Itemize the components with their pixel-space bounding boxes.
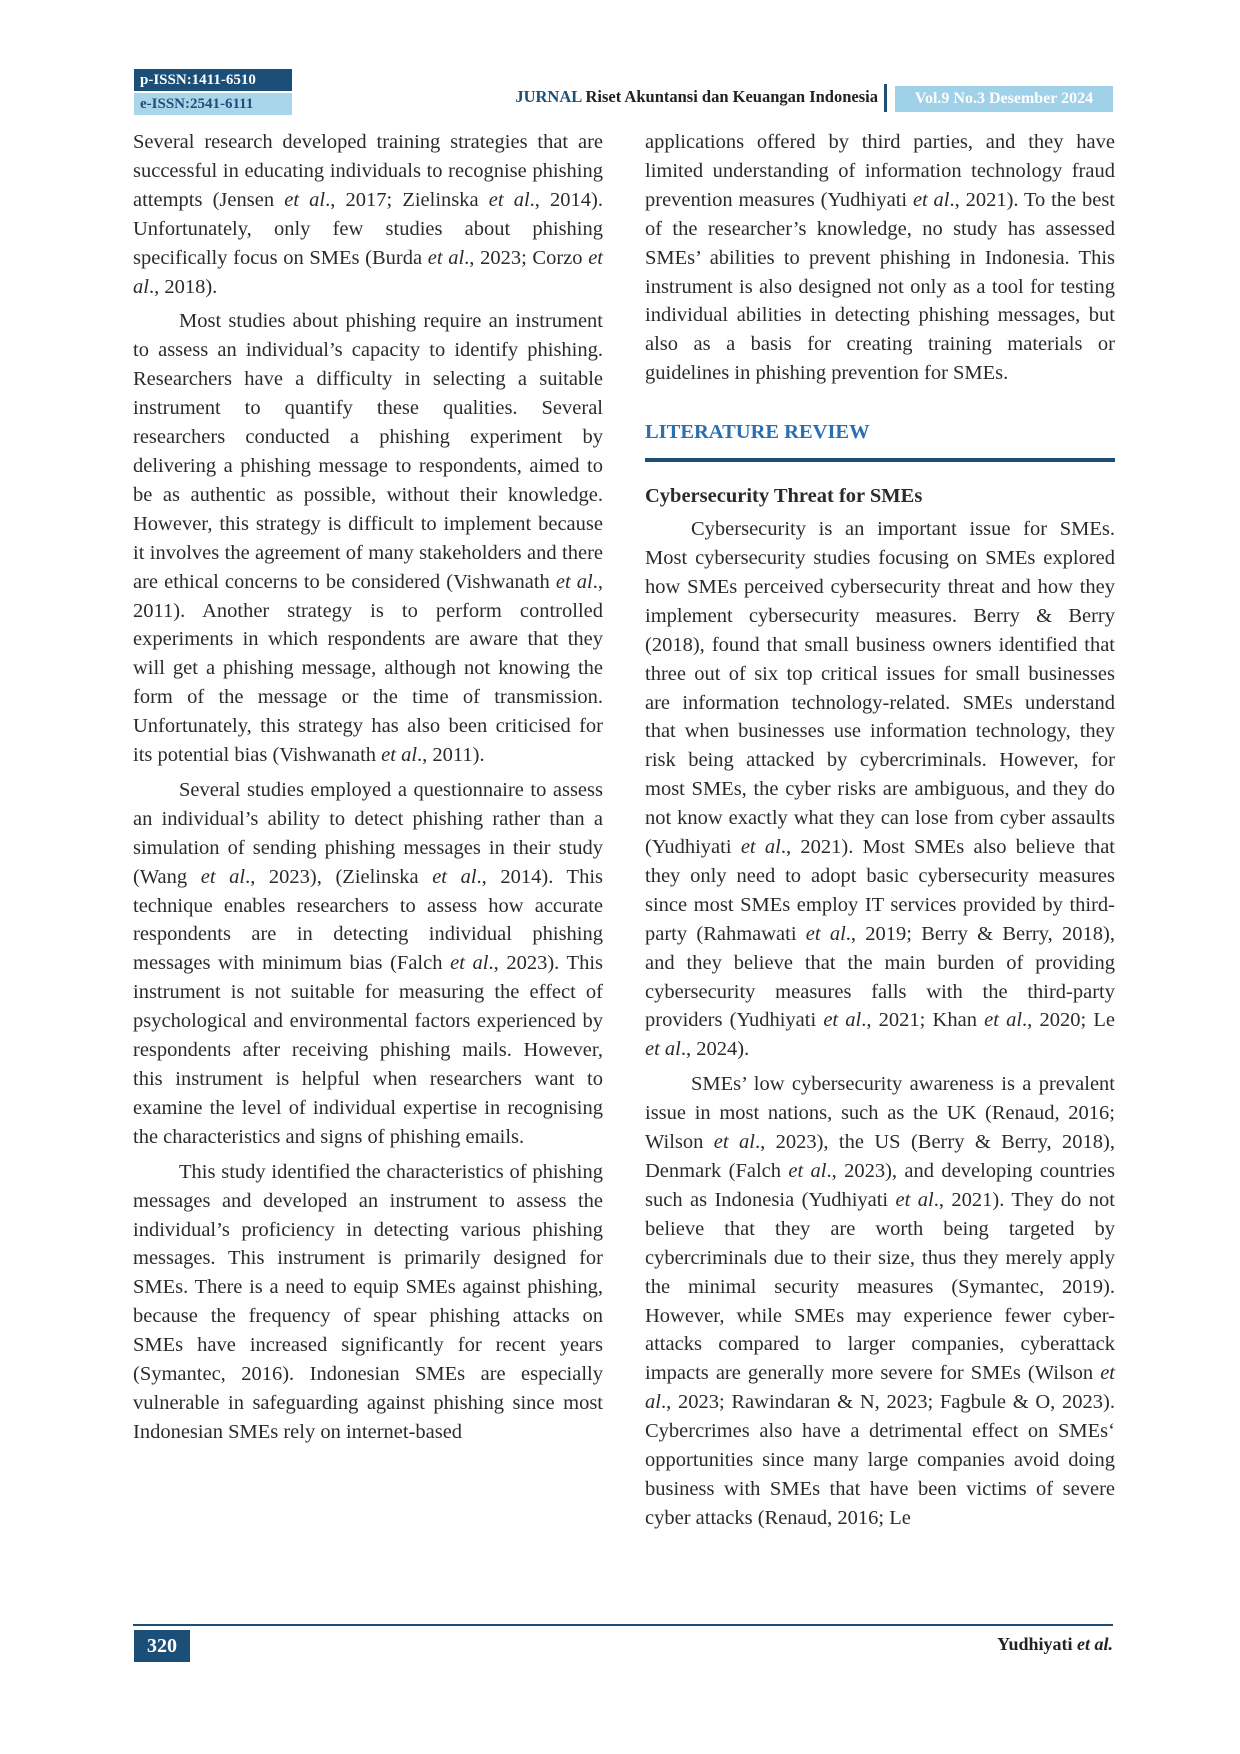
text-run: ., 2017; Zielinska — [325, 188, 489, 211]
text-run: ., 2014). This technique enables researchers to assess how accurate respondents are in detecting individual phishing messages with minimum bias (Falch — [133, 865, 603, 975]
text-run: ., 2018). — [148, 275, 218, 298]
text-run: ., 2019; Berry & Berry, 2018), and they believe that the main burden of providing cybersecurity measures falls with the third-party providers (Yudhiyati — [645, 922, 1115, 1032]
italic-text: et al — [284, 188, 326, 211]
journal-name: Riset Akuntansi dan Keuangan Indonesia — [581, 87, 878, 106]
italic-text: et al — [381, 744, 418, 767]
text-run: ., 2014). Unfortunately, only few studies about phishing specifically focus on SMEs (Burda — [133, 188, 603, 269]
paragraph — [133, 307, 603, 770]
italic-text: et al — [805, 922, 846, 945]
italic-text: et al — [740, 836, 781, 859]
left-column — [133, 128, 603, 1453]
italic-text: et al — [895, 1188, 934, 1211]
paragraph — [645, 1070, 1115, 1533]
text-run: ., 2011). Another strategy is to perform controlled experiments in which respondents are aware that they will get a phishing message, although not knowing the form of the message or the time of transmission. Unfortunately, this strategy has also been criticised for its potential bias (Vishwanath — [133, 570, 603, 767]
volume-badge: Vol.9 No.3 Desember 2024 — [895, 86, 1113, 112]
text-run: Several research developed training strategies that are successful in educating individuals to recognise phishing attempts (Jensen — [133, 131, 603, 211]
italic-text: et al — [450, 952, 489, 975]
italic-text: et al — [823, 1009, 862, 1032]
text-run: Most studies about phishing require an instrument to assess an individual’s capacity to identify phishing. Researchers have a difficulty in selecting a suitable instrument to quantify these qualities. Several researchers conducted a phishing experiment by delivering a phishing message to respondents, aimed to be as authentic as possible, without their knowledge. However, this strategy is difficult to implement because it involves the agreement of many stakeholders and there are ethical concerns to be considered (Vishwanath — [133, 310, 603, 593]
header-divider — [884, 84, 887, 112]
paragraph — [645, 515, 1115, 1064]
text-run: ., 2021; Khan — [861, 1009, 985, 1032]
paragraph — [133, 128, 603, 301]
italic-text: et al — [713, 1131, 755, 1154]
journal-prefix: JURNAL — [515, 87, 582, 106]
paragraph — [645, 128, 1115, 388]
italic-text: et al — [555, 570, 593, 593]
text-run: applications offered by third parties, and they have limited understanding of information technology fraud prevention measures (Yudhiyati — [645, 131, 1115, 211]
section-title: LITERATURE REVIEW — [645, 421, 870, 444]
italic-text: et al — [645, 1038, 681, 1061]
running-author — [860, 1634, 1113, 1655]
italic-text: et al — [427, 246, 465, 269]
text-run: ., 2021). They do not believe that they are worth being targeted by cybercriminals due to their size, thus they merely apply the minimal security measures (Symantec, 2019). However, while SMEs may experience fewer cyber-attacks compared to larger companies, cyberattack impacts are generally more severe for SMEs (Wilson — [645, 1188, 1115, 1385]
page-number: 320 — [134, 1630, 190, 1662]
italic-text: et al — [912, 188, 950, 211]
text-run: ., 2023). This instrument is not suitable for measuring the effect of psychological and environmental factors experienced by respondents after receiving phishing mails. However, this instrument is helpful when researchers want to examine the level of individual expertise in recognising the characteristics and signs of phishing emails. — [133, 952, 604, 1148]
text-run: ., 2024). — [680, 1038, 750, 1061]
author-etal: et al. — [1077, 1634, 1113, 1654]
section-rule — [645, 458, 1115, 462]
text-run: ., 2023), the US (Berry & Berry, 2018), Denmark (Falch — [645, 1131, 1115, 1182]
text-run: ., 2021). To the best of the researcher’s knowledge, no study has assessed SMEs’ abilities to prevent phishing in Indonesia. This instrument is also designed not only as a tool for testing individual abilities in detecting phishing messages, but also as a basis for creating training materials or guidelines in phishing prevention for SMEs. — [645, 188, 1115, 385]
text-run: ., 2023; Corzo — [464, 246, 589, 269]
journal-title — [468, 86, 878, 108]
left-paragraphs — [133, 128, 603, 1447]
right-body-paragraphs — [645, 515, 1115, 1533]
text-run: Several studies employed a questionnaire to assess an individual’s ability to detect phishing rather than a simulation of sending phishing messages in their study (Wang — [133, 778, 603, 888]
author-name: Yudhiyati — [997, 1634, 1077, 1654]
text-run: ., 2023), (Zielinska — [245, 865, 433, 888]
text-run: ., 2023), and developing countries such as Indonesia (Yudhiyati — [645, 1160, 1115, 1211]
text-run: SMEs’ low cybersecurity awareness is a prevalent issue in most nations, such as the UK (Renaud, 2016; Wilson — [645, 1073, 1115, 1154]
footer-rule — [133, 1624, 1113, 1626]
italic-text: et al — [984, 1009, 1023, 1032]
p-issn-label: p-ISSN:1411-6510 — [134, 69, 292, 91]
text-run: ., 2011). — [417, 744, 485, 767]
right-intro-paragraphs — [645, 128, 1115, 388]
italic-text: et al — [133, 246, 603, 298]
paragraph — [133, 1158, 603, 1447]
subsection-title: Cybersecurity Threat for SMEs — [645, 485, 923, 508]
paragraph — [133, 776, 603, 1152]
italic-text: et al — [788, 1160, 827, 1182]
text-run: ., 2021). Most SMEs also believe that they only need to adopt basic cybersecurity measures since most SMEs employ IT services provided by third-party (Rahmawati — [645, 836, 1115, 945]
italic-text: et al — [488, 188, 530, 211]
text-run: ., 2020; Le — [1022, 1009, 1115, 1032]
e-issn-label: e-ISSN:2541-6111 — [134, 93, 292, 115]
italic-text: et al — [645, 1362, 1115, 1414]
italic-text: et al — [432, 865, 477, 888]
italic-text: et al — [200, 865, 246, 888]
text-run: Cybersecurity is an important issue for SMEs. Most cybersecurity studies focusing on SMEs explored how SMEs perceived cybersecurity threat and how they implement cybersecurity measures. Berry & Berry (2018), found that small business owners identified that three out of six top critical issues for small businesses are information technology-related. SMEs understand that when businesses use information technology, they risk being attacked by cybercriminals. However, for most SMEs, the cyber risks are ambiguous, and they do not know exactly what they can lose from cyber assaults (Yudhiyati — [645, 518, 1115, 859]
text-run: ., 2023; Rawindaran & N, 2023; Fagbule & O, 2023). Cybercrimes also have a detrimental effect on SMEs‘ opportunities since many large companies avoid doing business with SMEs that have been victims of severe cyber attacks (Renaud, 2016; Le — [645, 1391, 1115, 1529]
text-run: This study identified the characteristics of phishing messages and developed an instrument to assess the individual’s proficiency in detecting various phishing messages. This instrument is primarily designed for SMEs. There is a need to equip SMEs against phishing, because the frequency of spear phishing attacks on SMEs have increased significantly for recent years (Symantec, 2016). Indonesian SMEs are especially vulnerable in safeguarding against phishing since most Indonesian SMEs rely on internet-based — [133, 1160, 603, 1443]
right-column — [645, 128, 1115, 1539]
